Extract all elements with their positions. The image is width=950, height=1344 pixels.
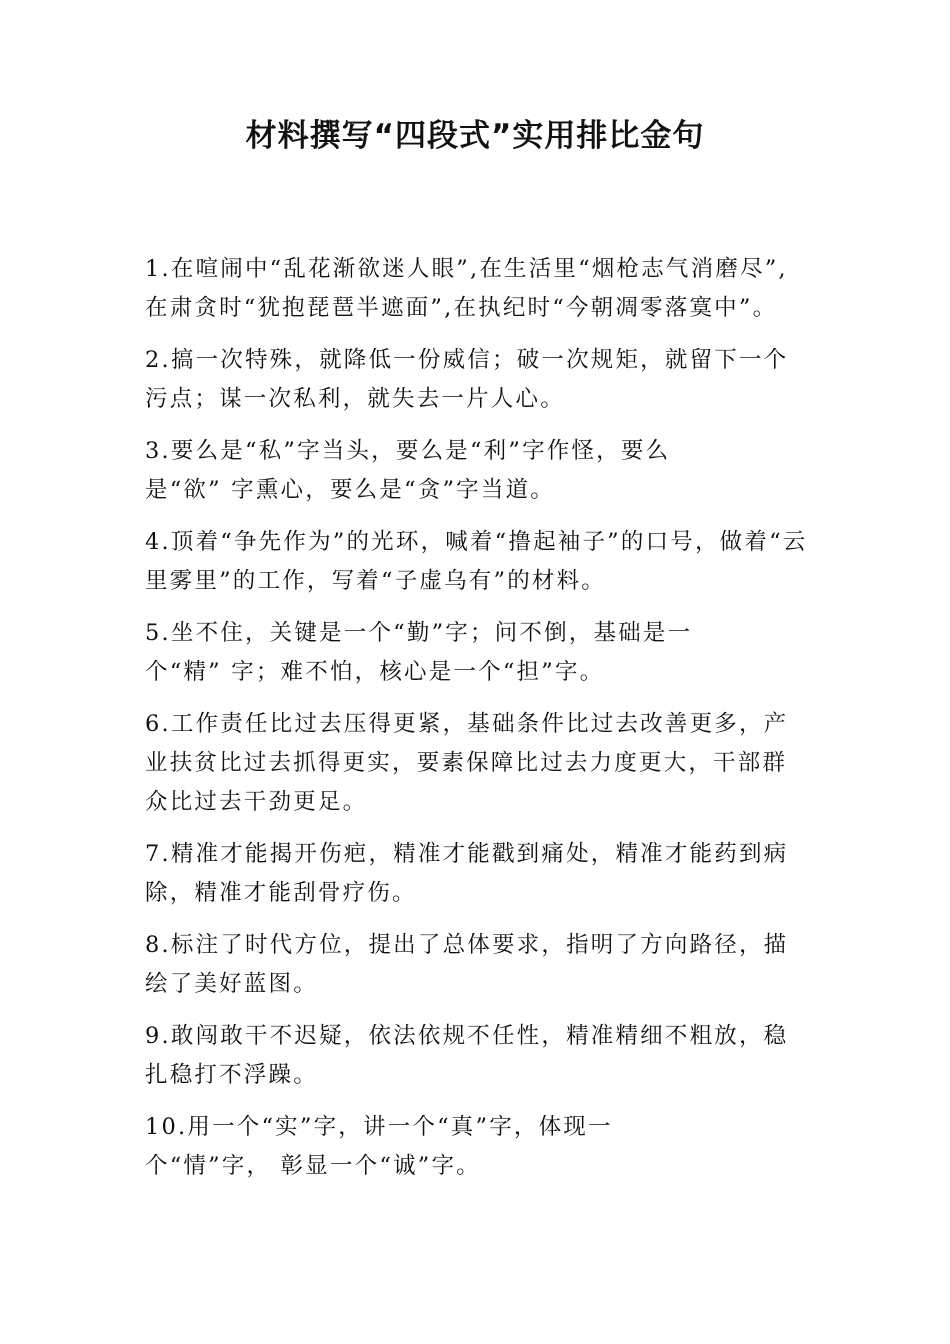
list-item: 3.要么是“私”字当头，要么是“利”字作怪，要么 是“欲” 字熏心，要么是“贪”字当道。 — [145, 438, 671, 503]
list-item: 9.敢闯敢干不迟疑，依法依规不任性，精准精细不粗放，稳扎稳打不浮躁。 — [145, 1023, 789, 1088]
list-item: 8.标注了时代方位，提出了总体要求，指明了方向路径，描绘了美好蓝图。 — [145, 932, 789, 997]
list-item: 1.在喧闹中“乱花渐欲迷人眼”,在生活里“烟枪志气消磨尽”,在肃贪时“犹抱琵琶半遮面”,在执纪时“今朝凋零落寞中”。 — [145, 256, 788, 321]
list-item: 7.精准才能揭开伤疤，精准才能戳到痛处，精准才能药到病除，精准才能刮骨疗伤。 — [145, 841, 789, 906]
list-item: 5.坐不住，关键是一个“勤”字；问不倒，基础是一 个“精” 字；难不怕，核心是一个“担”字。 — [145, 620, 693, 685]
document-title: 材料撰写“四段式”实用排比金句 — [245, 118, 705, 154]
list-item: 4.顶着“争先作为”的光环，喊着“撸起袖子”的口号，做着“云里雾里”的工作，写着“子虚乌有”的材料。 — [145, 529, 808, 594]
list-item: 2.搞一次特殊，就降低一份威信；破一次规矩，就留下一个污点；谋一次私利，就失去一片人心。 — [145, 347, 789, 412]
list-item: 6.工作责任比过去压得更紧，基础条件比过去改善更多，产业扶贫比过去抓得更实，要素保障比过去力度更大，干部群众比过去干劲更足。 — [145, 711, 789, 815]
item-list — [145, 250, 810, 1199]
list-item: 10.用一个“实”字，讲一个“真”字，体现一 个“情”字， 彰显一个“诚”字。 — [145, 1114, 613, 1179]
